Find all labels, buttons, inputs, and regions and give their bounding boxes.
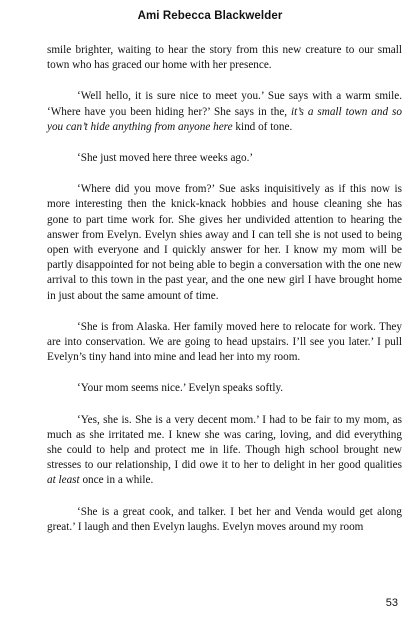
paragraph: ‘She just moved here three weeks ago.’ bbox=[77, 152, 254, 165]
page-number: 53 bbox=[385, 597, 398, 609]
paragraph: ‘Your mom seems nice.’ Evelyn speaks softly. bbox=[77, 382, 284, 395]
paragraph: ‘Where did you move from?’ Sue asks inquisitively as if this now is more interesting then the knick-knack hobbies and house cleaning she has gone to part time work for. She gives her undivided attention to hearing the answer from Evelyn. Evelyn shies away and I can tell she is not used to being open with everyone and I quickly answer for her. I know my mom will be partly disappointed for not being able to begin a conversation with the one new arrival to this town in the past year, and the one new girl I have brought home in just about the same amount of time. bbox=[47, 183, 402, 302]
paragraph: ‘She is from Alaska. Her family moved here to relocate for work. They are into conservation. We are going to head upstairs. I’ll see you later.’ I pull Evelyn’s tiny hand into mine and lead her into my room. bbox=[47, 320, 402, 364]
paragraph: smile brighter, waiting to hear the story from this new creature to our small town who has graced our home with her presence. bbox=[47, 44, 402, 72]
italic-phrase: it’s a small town and so you can’t hide anything from anyone here bbox=[47, 105, 402, 133]
paragraph: ‘Well hello, it is sure nice to meet you.’ Sue says with a warm smile. ‘Where have you been hiding her?’ She says in the, it’s a small town and so you can’t hide anything from anyone here kind of tone. bbox=[47, 90, 402, 133]
italic-phrase: at least bbox=[47, 474, 80, 487]
running-header: Ami Rebecca Blackwelder bbox=[137, 10, 283, 22]
paragraph: ‘She is a great cook, and talker. I bet her and Venda would get along great.’ I laugh and then Evelyn laughs. Evelyn moves around my room bbox=[47, 505, 402, 533]
page-body bbox=[47, 43, 402, 551]
paragraph: ‘Yes, she is. She is a very decent mom.’ I had to be fair to my mom, as much as she irritated me. I knew she was caring, loving, and did everything she could to help and protect me in life. Though high school brought new stresses to our relationship, I did owe it to her to delight in her good qualities at least once in a while. bbox=[47, 413, 402, 487]
